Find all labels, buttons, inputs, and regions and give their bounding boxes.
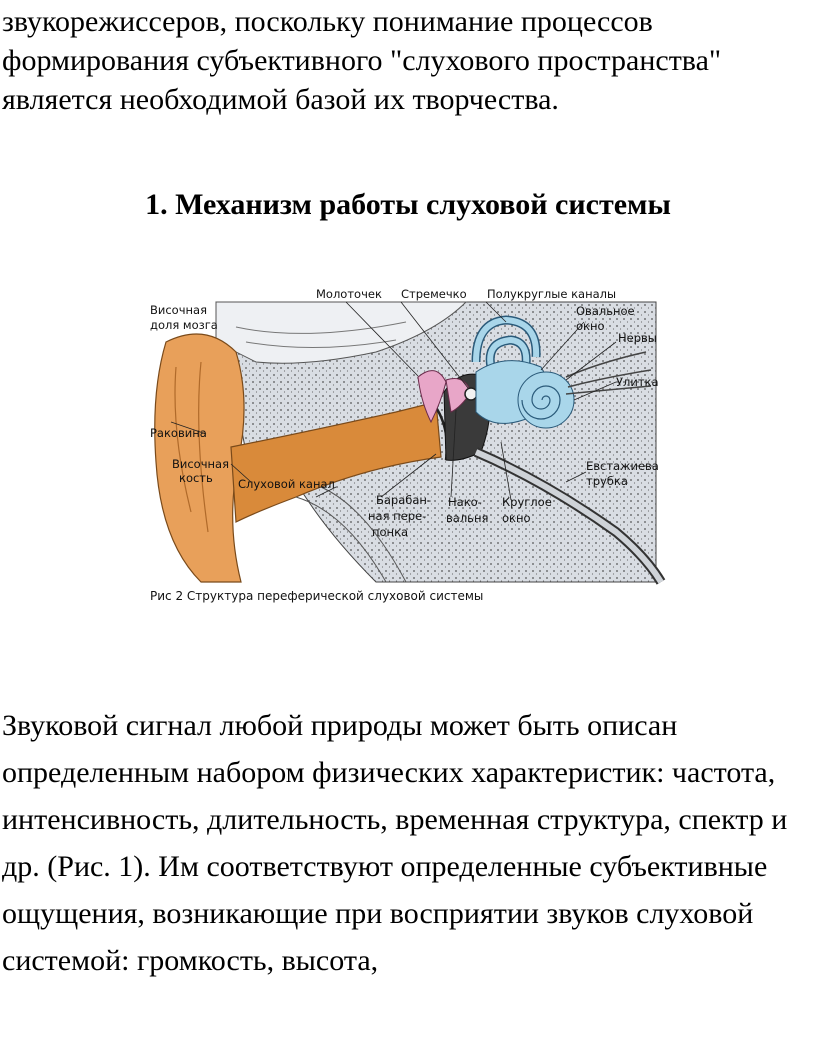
ear-diagram-figure: [146, 282, 672, 608]
label-pinna: Раковина: [150, 426, 207, 440]
label-cochlea: Улитка: [616, 375, 659, 389]
label-eardrum-3: понка: [372, 525, 409, 539]
paragraph-body: Звуковой сигнал любой природы может быть описан определенным набором физических характеристик: частота, интенсивность, длительность, временная структура, спектр и др. (Рис. 1). Им соответствуют определенные субъективные ощущения, возникающие при восприятии звуков слуховой системой: громкость, высота,: [2, 709, 788, 977]
label-incus-1: Нако-: [448, 495, 482, 509]
label-temporal-bone-1: Височная: [172, 457, 230, 471]
label-oval-window-2: окно: [576, 319, 605, 333]
label-round-window-1: Круглое: [502, 495, 552, 509]
label-eustachian-1: Евстажиева: [586, 459, 659, 473]
label-ear-canal: Слуховой канал: [238, 477, 335, 491]
label-round-window-2: окно: [502, 511, 531, 525]
label-temporal-lobe-2: доля мозга: [150, 318, 218, 332]
paragraph-intro: звукорежиссеров, поскольку понимание процессов формирования субъективного "слухового пространства" является необходимой базой их творчества.: [2, 5, 722, 116]
label-eardrum-2: ная пере-: [368, 509, 427, 523]
label-incus-2: вальня: [446, 511, 489, 525]
label-stapes: Стремечко: [401, 287, 467, 301]
label-malleus: Молоточек: [316, 287, 382, 301]
label-nerves: Нервы: [618, 331, 657, 345]
label-semicircular: Полукруглые каналы: [487, 287, 617, 301]
label-eardrum-1: Барабан-: [376, 493, 432, 507]
ear-anatomy-illustration: [146, 282, 672, 608]
label-eustachian-2: трубка: [586, 474, 628, 488]
figure-caption: Рис 2 Структура переферической слуховой системы: [150, 589, 484, 603]
label-oval-window-1: Овальное: [576, 304, 635, 318]
section-heading: 1. Механизм работы слуховой системы: [145, 188, 671, 221]
stapes: [465, 388, 477, 400]
label-temporal-bone-2: кость: [179, 471, 213, 485]
cochlea: [518, 372, 574, 428]
label-temporal-lobe-1: Височная: [150, 303, 208, 317]
